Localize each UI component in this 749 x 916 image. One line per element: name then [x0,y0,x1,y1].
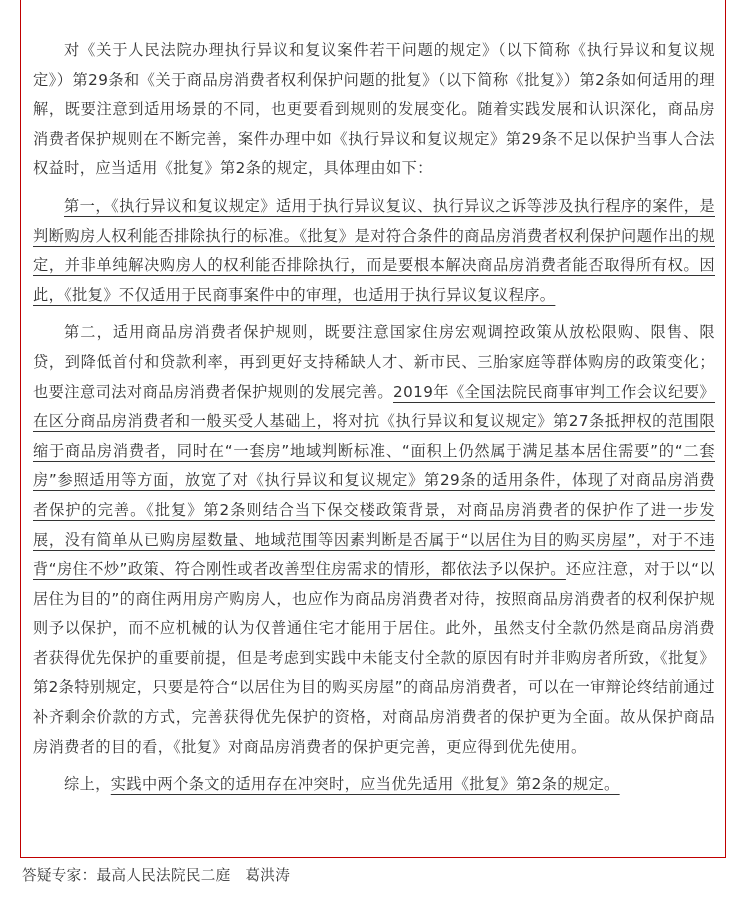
paragraph-second-point [33,318,715,762]
paragraph-first-point-text: 第一，《执行异议和复议规定》适用于执行异议复议、执行异议之诉等涉及执行程序的案件，是判断购房人权利能否排除执行的标准。《批复》是对符合条件的商品房消费者权利保护问题作出的规定，并非单纯解决购房人的权利能否排除执行，而是要根本解决商品房消费者能否取得所有权。因此，《批复》不仅适用于民商事案件中的审理，也适用于执行异议复议程序。 [33,196,715,304]
paragraph-intro-text: 对《关于人民法院办理执行异议和复议案件若干问题的规定》（以下简称《执行异议和复议规定》）第29条和《关于商品房消费者权利保护问题的批复》（以下简称《批复》）第2条如何适用的理解，既要注意到适用场景的不同，也更要看到规则的发展变化。随着实践发展和认识深化，商品房消费者保护规则在不断完善，案件办理中如《执行异议和复议规定》第29条不足以保护当事人合法权益时，应当适用《批复》第2条的规定，具体理由如下： [33,41,715,178]
paragraph-conclusion-underlined: 实践中两个条文的适用存在冲突时，应当优先适用《批复》第2条的规定。 [110,775,620,794]
paragraph-conclusion-lead: 综上， [64,775,111,794]
paragraph-intro [33,36,715,184]
article-body [33,36,715,808]
paragraph-second-point-underlined: 2019年《全国法院民商事审判工作会议纪要》在区分商品房消费者和一般买受人基础上，将对抗《执行异议和复议规定》第27条抵押权的范围限缩于商品房消费者，同时在“一套房”地域判断标准、“面积上仍然属于满足基本居住需要”的“二套房”参照适用等方面，放宽了对《执行异议和复议规定》第29条的适用条件，体现了对商品房消费者保护的完善。《批复》第2条则结合当下保交楼政策背景，对商品房消费者的保护作了进一步发展，没有简单从已购房屋数量、地域范围等因素判断是否属于“以居住为目的购买房屋”，对于不违背“房住不炒”政策、符合刚性或者改善型住房需求的情形，都依法予以保护。 [33,382,716,579]
footer-expert-credit: 答疑专家：最高人民法院民二庭 葛洪涛 [22,867,291,884]
paragraph-second-point-text-b: 还应注意，对于以“以居住为目的”的商住两用房产购房人，也应作为商品房消费者对待，按照商品房消费者的权利保护规则予以保护，而不应机械的认为仅普通住宅才能用于居住。此外，虽然支付全款仍然是商品房消费者获得优先保护的重要前提，但是考虑到实践中未能支付全款的原因有时并非购房者所致，《批复》第2条特别规定，只要是符合“以居住为目的购买房屋”的商品房消费者，可以在一审辩论终结前通过补齐剩余价款的方式，完善获得优先保护的资格，对商品房消费者的保护更为全面。故从保护商品房消费者的目的看，《批复》对商品房消费者的保护更完善，更应得到优先使用。 [33,560,715,756]
paragraph-conclusion [33,770,715,800]
paragraph-first-point [33,192,715,310]
paragraph-second-point-text-a: 第二，适用商品房消费者保护规则，既要注意国家住房宏观调控政策从放松限购、限售、限贷，到降低首付和贷款利率，再到更好支持稀缺人才、新市民、三胎家庭等群体购房的政策变化；也要注意司法对商品房消费者保护规则的发展完善。 [33,323,715,401]
